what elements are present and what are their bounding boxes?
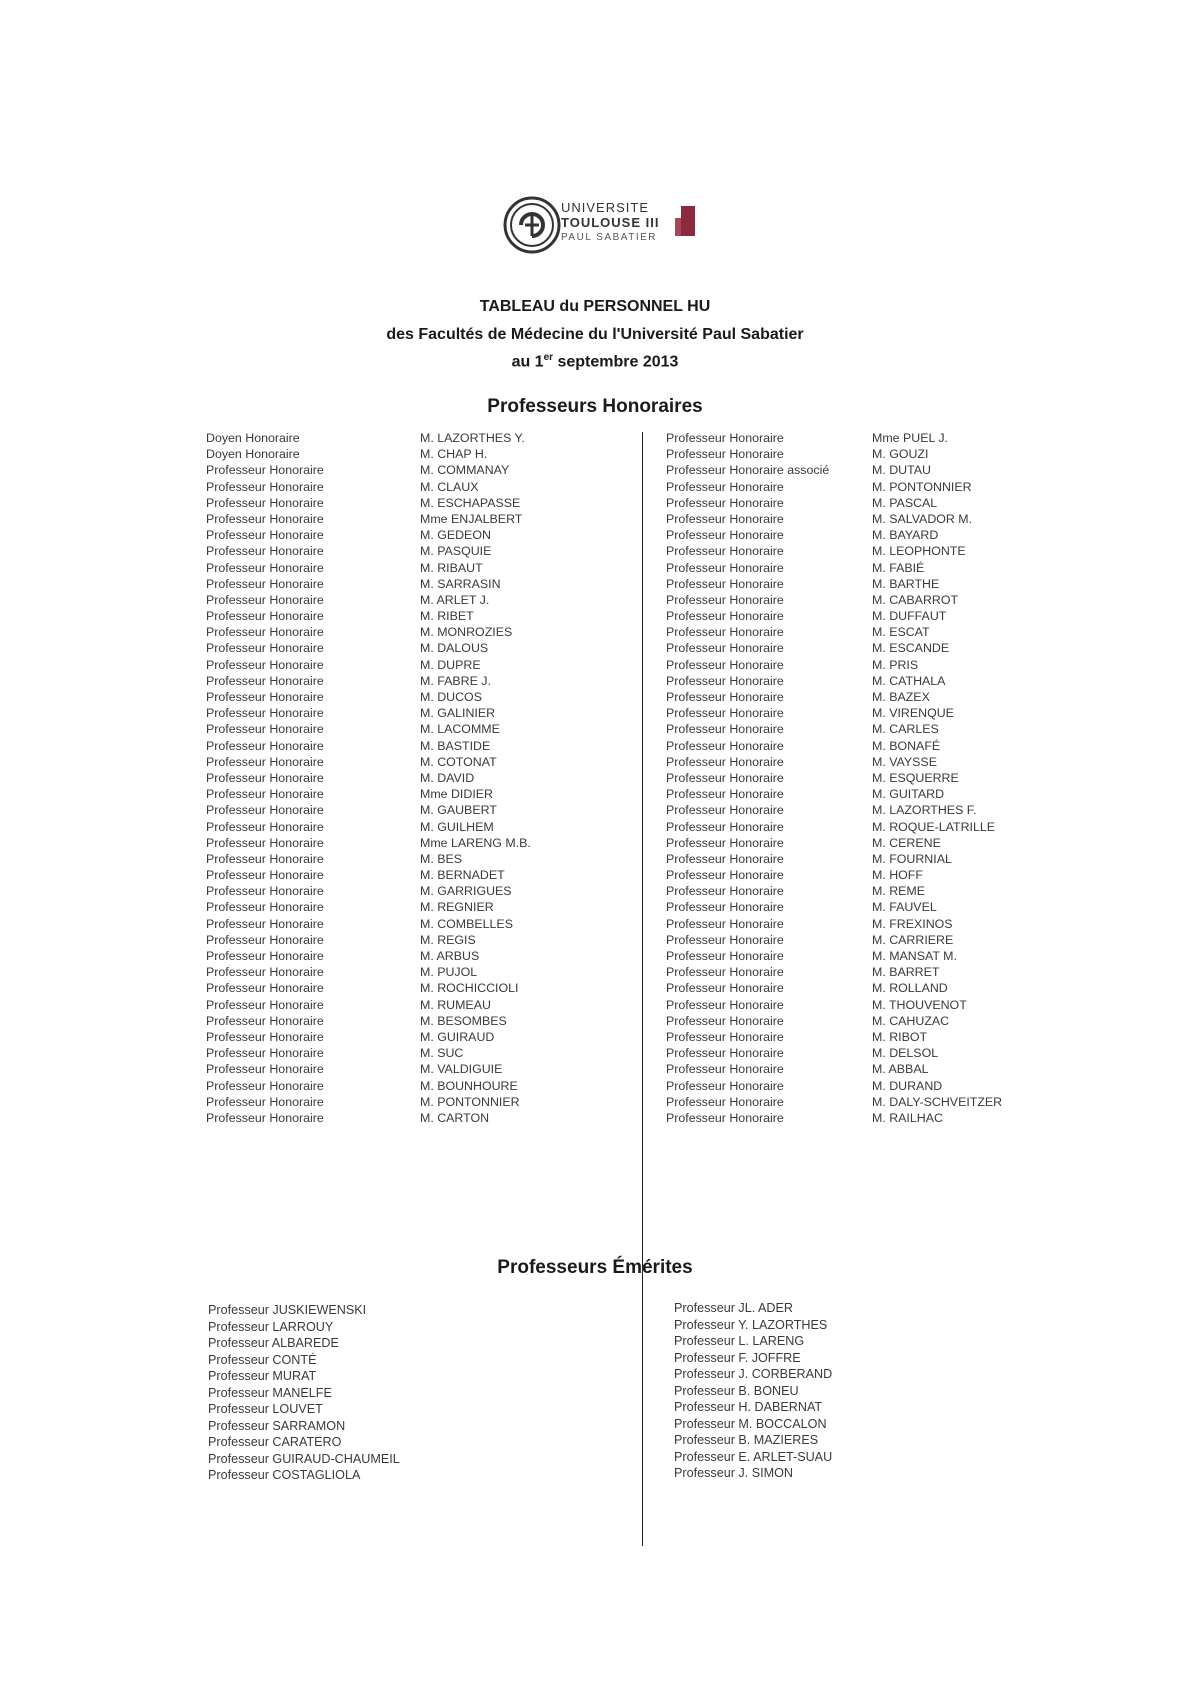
honoraire-title: Professeur Honoraire [206, 900, 324, 915]
honoraire-name: M. DURAND [872, 1078, 943, 1093]
honoraire-name: M. CAHUZAC [872, 1013, 950, 1028]
honoraire-name: M. DUPRE [420, 657, 481, 672]
honoraire-name: M. PASQUIE [420, 544, 492, 559]
honoraire-title: Professeur Honoraire [666, 900, 784, 915]
honoraire-title: Professeur Honoraire [206, 673, 324, 688]
honoraire-title: Professeur Honoraire [666, 770, 784, 785]
honoraire-name: M. RIBOT [872, 1029, 928, 1044]
honoraire-title: Professeur Honoraire [666, 722, 784, 737]
honoraire-title: Professeur Honoraire [206, 1094, 324, 1109]
document-date [0, 352, 1190, 371]
honoraire-title: Professeur Honoraire [206, 657, 324, 672]
emerite-entry: Professeur COSTAGLIOLA [208, 1468, 361, 1482]
honoraire-title: Professeur Honoraire [666, 1062, 784, 1077]
honoraire-title: Doyen Honoraire [206, 447, 300, 462]
emerite-entry: Professeur ALBAREDE [208, 1336, 339, 1350]
honoraire-title: Professeur Honoraire [666, 479, 784, 494]
honoraire-title: Professeur Honoraire [206, 981, 324, 996]
honoraire-title: Professeur Honoraire [206, 511, 324, 526]
honoraire-title: Doyen Honoraire [206, 431, 300, 445]
honoraire-name: M. VAYSSE [872, 754, 937, 769]
honoraire-name: M. SARRASIN [420, 576, 501, 591]
honoraire-title: Professeur Honoraire [666, 592, 784, 607]
honoraire-name: M. LAZORTHES Y. [420, 431, 525, 445]
honoraire-name: M. PUJOL [420, 965, 478, 980]
honoraire-title: Professeur Honoraire [206, 949, 324, 963]
honoraire-title: Professeur Honoraire [666, 1029, 784, 1044]
honoraire-title: Professeur Honoraire [666, 706, 784, 721]
honoraire-title: Professeur Honoraire [666, 690, 784, 704]
honoraires-right-titles [666, 430, 829, 1126]
honoraire-title: Professeur Honoraire [666, 835, 784, 850]
honoraire-title: Professeur Honoraire [666, 609, 784, 624]
honoraire-name: M. SALVADOR M. [872, 511, 973, 526]
honoraire-title: Professeur Honoraire [206, 576, 324, 591]
honoraire-title: Professeur Honoraire [206, 754, 324, 769]
honoraire-name: M. ESCAT [872, 625, 930, 640]
honoraire-name: M. LAZORTHES F. [872, 803, 977, 818]
honoraire-name: M. COMMANAY [420, 463, 510, 478]
honoraire-title: Professeur Honoraire [666, 1078, 784, 1093]
honoraire-title: Professeur Honoraire [206, 609, 324, 624]
emerites-right-list [674, 1300, 832, 1482]
honoraire-name: M. GUIRAUD [420, 1029, 495, 1044]
honoraire-name: M. GARRIGUES [420, 884, 512, 899]
honoraire-title: Professeur Honoraire [206, 544, 324, 559]
honoraire-name: M. GEDEON [420, 528, 491, 543]
honoraire-title: Professeur Honoraire [206, 528, 324, 543]
honoraire-name: M. REGIS [420, 932, 476, 947]
honoraire-name: M. CATHALA [872, 673, 946, 688]
document-title: TABLEAU du PERSONNEL HU [479, 298, 711, 315]
honoraire-title: Professeur Honoraire [206, 770, 324, 785]
honoraire-name: M. CARRIERE [872, 932, 954, 947]
honoraire-name: M. CHAP H. [420, 447, 488, 462]
honoraire-title: Professeur Honoraire [666, 932, 784, 947]
honoraire-name: M. BAYARD [872, 528, 939, 543]
honoraire-name: M. RIBAUT [420, 560, 483, 575]
honoraire-title: Professeur Honoraire [666, 916, 784, 931]
honoraire-title: Professeur Honoraire [206, 463, 324, 478]
honoraire-name: M. COMBELLES [420, 916, 513, 931]
honoraire-name: M. PONTONNIER [420, 1094, 520, 1109]
emerite-entry: Professeur MURAT [208, 1369, 317, 1383]
honoraire-name: M. BASTIDE [420, 738, 491, 753]
honoraire-name: M. MANSAT M. [872, 949, 957, 963]
honoraire-title: Professeur Honoraire [666, 641, 784, 656]
date-superscript: er [543, 352, 554, 363]
emerite-entry: Professeur M. BOCCALON [674, 1416, 827, 1431]
honoraire-name: M. RAILHAC [872, 1110, 943, 1125]
honoraire-name: M. VALDIGUIE [420, 1062, 503, 1077]
honoraire-title: Professeur Honoraire [666, 657, 784, 672]
honoraire-title: Professeur Honoraire [206, 868, 324, 883]
honoraire-name: Mme DIDIER [420, 787, 493, 802]
honoraire-title: Professeur Honoraire [206, 1013, 324, 1028]
honoraire-name: M. BERNADET [420, 868, 505, 883]
honoraire-name: Mme LARENG M.B. [420, 835, 531, 850]
honoraire-title: Professeur Honoraire [666, 787, 784, 802]
honoraire-name: M. LACOMME [420, 722, 500, 737]
honoraire-name: M. FREXINOS [872, 916, 953, 931]
honoraire-name: M. DALOUS [420, 641, 489, 656]
honoraire-title: Professeur Honoraire [666, 447, 784, 462]
section-heading-honoraires: Professeurs Honoraires [487, 396, 703, 417]
honoraire-name: M. DUTAU [872, 463, 931, 478]
honoraire-name: M. DALY-SCHVEITZER [872, 1094, 1003, 1109]
honoraire-name: M. CERENE [872, 835, 941, 850]
honoraire-name: M. BONAFÉ [872, 738, 941, 753]
date-prefix: au 1 [511, 353, 544, 371]
logo-line-2: TOULOUSE III [561, 215, 660, 230]
honoraire-title: Professeur Honoraire [666, 868, 784, 883]
emerite-entry: Professeur JUSKIEWENSKI [208, 1303, 367, 1317]
honoraire-title: Professeur Honoraire [666, 981, 784, 996]
honoraire-name: M. BES [420, 851, 462, 866]
honoraire-name: M. ABBAL [872, 1062, 929, 1077]
emerite-entry: Professeur Y. LAZORTHES [674, 1317, 828, 1332]
honoraire-name: M. GALINIER [420, 706, 496, 721]
emerite-entry: Professeur E. ARLET-SUAU [674, 1449, 833, 1464]
emerite-entry: Professeur L. LARENG [674, 1334, 805, 1348]
honoraire-name: M. ROCHICCIOLI [420, 981, 519, 996]
honoraire-name: M. VIRENQUE [872, 706, 954, 721]
honoraire-name: M. BOUNHOURE [420, 1078, 518, 1093]
honoraire-name: M. BARTHE [872, 576, 940, 591]
honoraire-name: M. ESQUERRE [872, 770, 959, 785]
honoraire-name: M. LEOPHONTE [872, 544, 966, 559]
honoraire-name: M. REME [872, 884, 926, 899]
honoraire-title: Professeur Honoraire [206, 916, 324, 931]
honoraire-title: Professeur Honoraire [666, 1110, 784, 1125]
honoraire-title: Professeur Honoraire [666, 965, 784, 980]
honoraire-title: Professeur Honoraire [206, 787, 324, 802]
honoraire-name: M. ESCHAPASSE [420, 495, 521, 510]
honoraire-title: Professeur Honoraire [666, 1046, 784, 1061]
honoraire-title: Professeur Honoraire [206, 884, 324, 899]
honoraire-title: Professeur Honoraire [666, 1094, 784, 1109]
honoraire-name: M. PRIS [872, 657, 919, 672]
honoraire-name: M. FAUVEL [872, 900, 937, 915]
honoraire-title: Professeur Honoraire [206, 495, 324, 510]
honoraire-name: M. BESOMBES [420, 1013, 507, 1028]
honoraire-name: M. REGNIER [420, 900, 494, 915]
honoraire-title: Professeur Honoraire [206, 1062, 324, 1077]
honoraire-name: M. ESCANDE [872, 641, 950, 656]
emerite-entry: Professeur JL. ADER [674, 1301, 793, 1315]
honoraire-title: Professeur Honoraire [206, 997, 324, 1012]
honoraire-name: M. SUC [420, 1046, 464, 1061]
honoraire-title: Professeur Honoraire [206, 738, 324, 753]
honoraire-name: M. MONROZIES [420, 625, 513, 640]
honoraire-name: M. ARBUS [420, 949, 480, 963]
honoraire-title: Professeur Honoraire [666, 754, 784, 769]
honoraires-right-names [872, 430, 1002, 1126]
honoraire-name: M. BARRET [872, 965, 940, 980]
honoraire-name: M. PONTONNIER [872, 479, 972, 494]
honoraire-name: M. ARLET J. [420, 592, 490, 607]
honoraire-title: Professeur Honoraire [206, 1029, 324, 1044]
emerite-entry: Professeur H. DABERNAT [674, 1400, 823, 1414]
emerite-entry: Professeur MANELFE [208, 1385, 332, 1400]
honoraire-name: M. FABIÉ [872, 560, 925, 575]
honoraire-name: M. RIBET [420, 609, 474, 624]
honoraire-name: M. GAUBERT [420, 803, 497, 818]
honoraire-title: Professeur Honoraire [206, 706, 324, 721]
honoraire-title: Professeur Honoraire [666, 528, 784, 543]
honoraire-name: M. DAVID [420, 770, 475, 785]
university-seal-icon [503, 196, 561, 254]
honoraire-name: M. CLAUX [420, 479, 479, 494]
honoraire-name: Mme ENJALBERT [420, 511, 523, 526]
honoraire-title: Professeur Honoraire [206, 819, 324, 834]
honoraire-title: Professeur Honoraire [666, 673, 784, 688]
emerite-entry: Professeur B. MAZIERES [674, 1433, 819, 1447]
honoraire-title: Professeur Honoraire [666, 851, 784, 866]
emerite-entry: Professeur B. BONEU [674, 1383, 799, 1398]
logo-text [561, 200, 659, 245]
honoraire-title: Professeur Honoraire [666, 431, 784, 445]
honoraire-title: Professeur Honoraire [666, 576, 784, 591]
emerites-left-list [208, 1302, 400, 1484]
document-subtitle: des Facultés de Médecine du l'Université Paul Sabatier [386, 326, 804, 343]
honoraire-title: Professeur Honoraire [206, 1046, 324, 1061]
honoraire-title: Professeur Honoraire [206, 560, 324, 575]
honoraire-title: Professeur Honoraire [206, 965, 324, 980]
honoraire-title: Professeur Honoraire [206, 479, 324, 494]
honoraire-name: M. GUITARD [872, 787, 945, 802]
section-heading-emerites: Professeurs Émérites [497, 1257, 693, 1278]
emerite-entry: Professeur CARATERO [208, 1435, 342, 1449]
date-suffix: septembre 2013 [553, 353, 679, 371]
honoraire-name: M. GOUZI [872, 447, 929, 462]
emerite-entry: Professeur J. SIMON [674, 1466, 793, 1480]
honoraire-name: M. COTONAT [420, 754, 497, 769]
honoraire-title: Professeur Honoraire [666, 884, 784, 899]
honoraire-name: M. ROQUE-LATRILLE [872, 819, 996, 834]
honoraire-name: M. CABARROT [872, 592, 959, 607]
honoraire-title: Professeur Honoraire [206, 625, 324, 640]
honoraire-name: M. HOFF [872, 868, 923, 883]
emerite-entry: Professeur SARRAMON [208, 1418, 346, 1433]
logo-line-1: UNIVERSITE [561, 200, 650, 215]
logo-accent [681, 206, 695, 236]
honoraire-name: M. DELSOL [872, 1046, 939, 1061]
honoraire-title: Professeur Honoraire [206, 722, 324, 737]
honoraire-title: Professeur Honoraire [666, 511, 784, 526]
honoraire-title: Professeur Honoraire [666, 803, 784, 818]
honoraire-name: M. FOURNIAL [872, 851, 952, 866]
honoraire-title: Professeur Honoraire [666, 1013, 784, 1028]
honoraire-title: Professeur Honoraire [206, 803, 324, 818]
honoraire-name: Mme PUEL J. [872, 431, 948, 445]
honoraire-name: M. RUMEAU [420, 997, 491, 1012]
honoraire-title: Professeur Honoraire [206, 835, 324, 850]
honoraire-title: Professeur Honoraire [666, 738, 784, 753]
honoraires-left-titles [206, 430, 324, 1126]
honoraire-name: M. THOUVENOT [872, 997, 967, 1012]
emerite-entry: Professeur LARROUY [208, 1319, 334, 1334]
honoraire-name: M. FABRE J. [420, 673, 491, 688]
honoraire-name: M. CARTON [420, 1110, 490, 1125]
honoraire-title: Professeur Honoraire [206, 1078, 324, 1093]
emerite-entry: Professeur F. JOFFRE [674, 1350, 801, 1365]
honoraire-title: Professeur Honoraire [206, 932, 324, 947]
honoraires-left-names [420, 430, 531, 1126]
emerite-entry: Professeur J. CORBERAND [674, 1367, 833, 1381]
emerite-entry: Professeur LOUVET [208, 1402, 323, 1416]
honoraire-title: Professeur Honoraire [206, 592, 324, 607]
honoraire-name: M. CARLES [872, 722, 939, 737]
honoraire-title: Professeur Honoraire associé [666, 463, 830, 478]
honoraire-name: M. GUILHEM [420, 819, 494, 834]
honoraire-title: Professeur Honoraire [666, 560, 784, 575]
honoraire-name: M. PASCAL [872, 495, 938, 510]
honoraire-name: M. DUCOS [420, 690, 482, 704]
column-divider [642, 432, 643, 1546]
honoraire-title: Professeur Honoraire [206, 1110, 324, 1125]
honoraire-title: Professeur Honoraire [666, 625, 784, 640]
honoraire-name: M. BAZEX [872, 690, 930, 704]
logo-line-3: PAUL SABATIER [561, 232, 658, 243]
honoraire-name: M. DUFFAUT [872, 609, 947, 624]
emerite-entry: Professeur CONTÉ [208, 1352, 317, 1367]
honoraire-title: Professeur Honoraire [206, 851, 324, 866]
honoraire-title: Professeur Honoraire [666, 495, 784, 510]
honoraire-title: Professeur Honoraire [206, 641, 324, 656]
honoraire-title: Professeur Honoraire [206, 690, 324, 704]
honoraire-title: Professeur Honoraire [666, 949, 784, 963]
honoraire-title: Professeur Honoraire [666, 997, 784, 1012]
honoraire-title: Professeur Honoraire [666, 544, 784, 559]
honoraire-title: Professeur Honoraire [666, 819, 784, 834]
emerite-entry: Professeur GUIRAUD-CHAUMEIL [208, 1451, 400, 1466]
university-logo [503, 196, 699, 262]
honoraire-name: M. ROLLAND [872, 981, 948, 996]
